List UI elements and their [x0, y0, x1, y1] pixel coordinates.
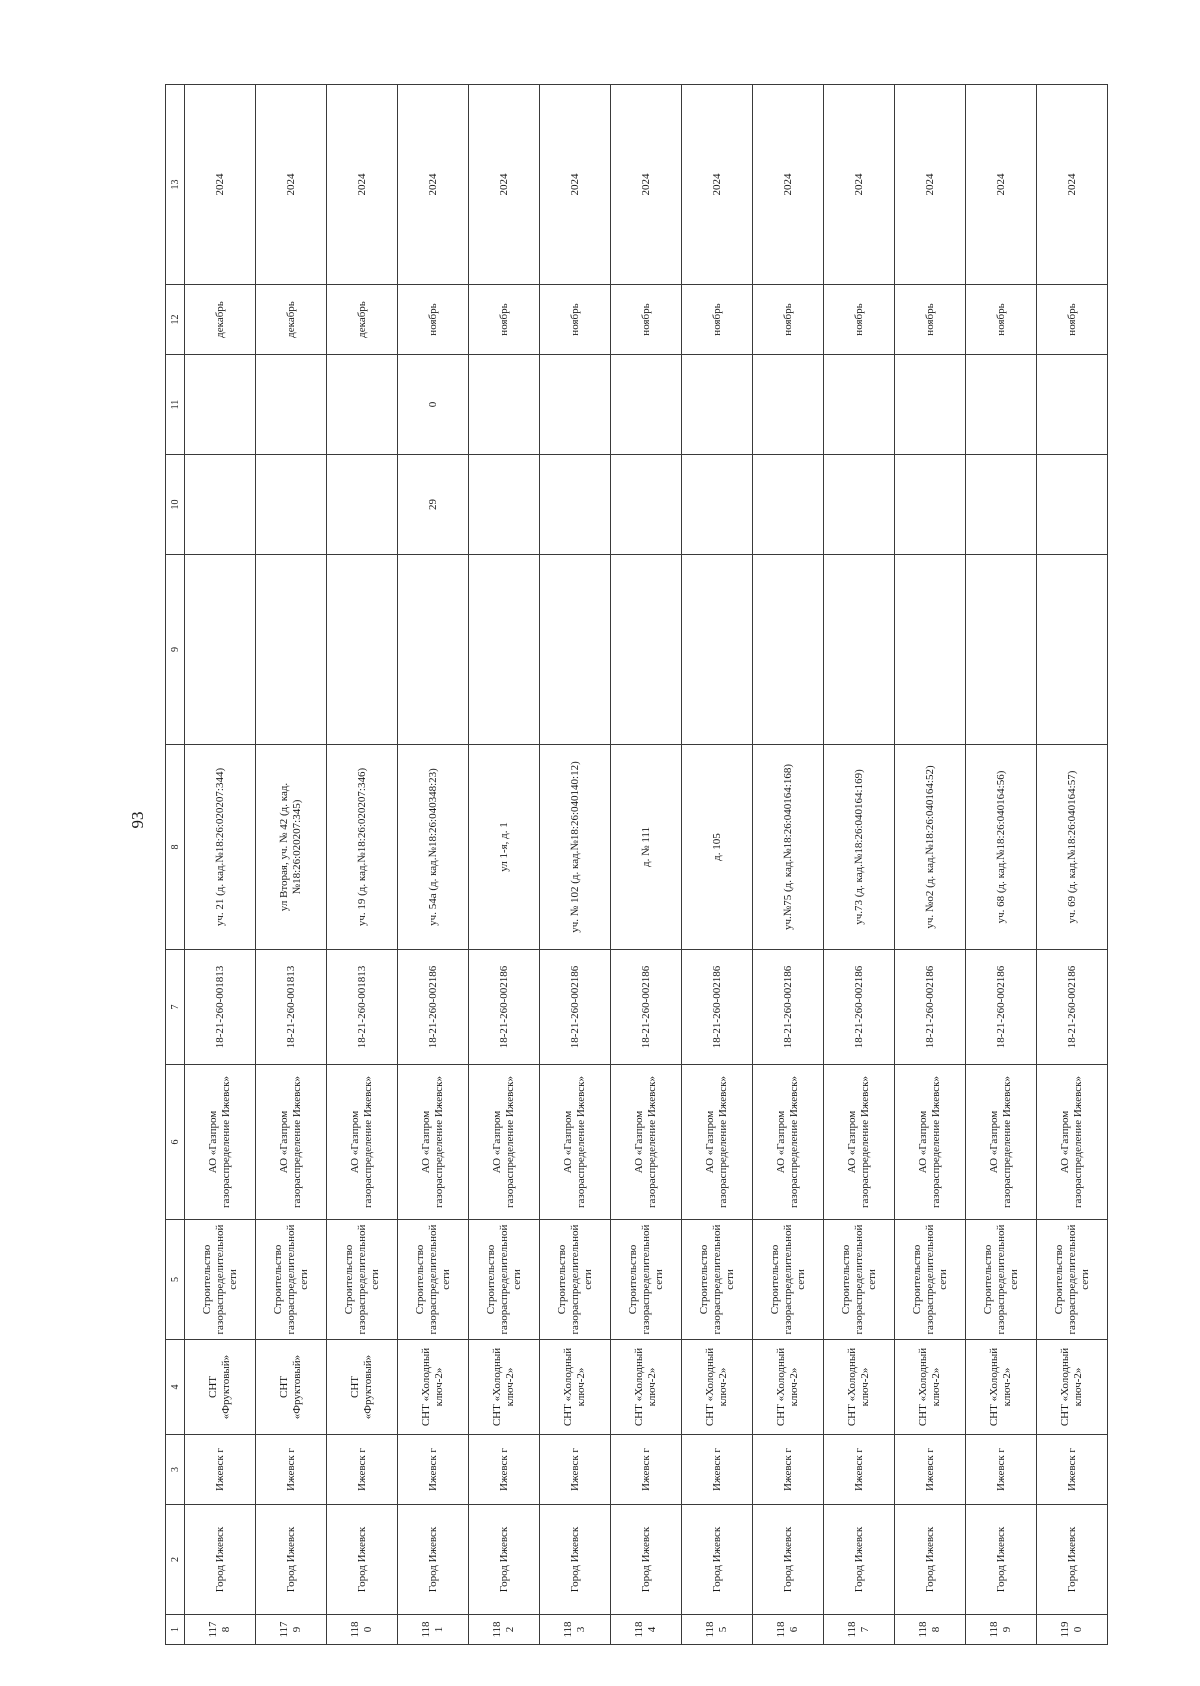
cell-plot-address: ул Вторая, уч. № 42 (д. кад.№18:26:020207:345)	[256, 745, 327, 950]
column-header-12: 12	[166, 285, 185, 355]
cell-col-11	[1037, 355, 1108, 455]
cell-col-10	[895, 455, 966, 555]
table-row	[753, 85, 824, 1645]
cell-plot-address: д. № 111	[611, 745, 682, 950]
cell-locality: Ижевск г	[256, 1435, 327, 1505]
column-header-6: 6	[166, 1065, 185, 1220]
cell-organization: АО «Газпром газораспределение Ижевск»	[824, 1065, 895, 1220]
cell-snt-name: СНТ «Фруктовый»	[256, 1340, 327, 1435]
column-header-11: 11	[166, 355, 185, 455]
cell-month: ноябрь	[469, 285, 540, 355]
cell-registry-number: 18-21-260-001813	[327, 950, 398, 1065]
cell-plot-address: уч. 19 (д. кад.№18:26:020207:346)	[327, 745, 398, 950]
cell-col-10	[753, 455, 824, 555]
cell-snt-name: СНТ «Холодный ключ-2»	[1037, 1340, 1108, 1435]
cell-plot-address: уч.73 (д. кад.№18:26:040164:169)	[824, 745, 895, 950]
cell-snt-name: СНТ «Фруктовый»	[327, 1340, 398, 1435]
cell-snt-name: СНТ «Фруктовый»	[185, 1340, 256, 1435]
cell-year: 2024	[185, 85, 256, 285]
cell-col-9	[966, 555, 1037, 745]
cell-municipality: Город Ижевск	[611, 1505, 682, 1615]
cell-registry-number: 18-21-260-002186	[469, 950, 540, 1065]
cell-col-11	[185, 355, 256, 455]
cell-col-10	[185, 455, 256, 555]
cell-col-11	[895, 355, 966, 455]
cell-work-type: Строительство газораспределительной сети	[824, 1220, 895, 1340]
cell-registry-number: 18-21-260-002186	[753, 950, 824, 1065]
cell-snt-name: СНТ «Холодный ключ-2»	[398, 1340, 469, 1435]
cell-col-11	[824, 355, 895, 455]
table-row	[966, 85, 1037, 1645]
cell-col-11: 0	[398, 355, 469, 455]
cell-municipality: Город Ижевск	[682, 1505, 753, 1615]
cell-registry-number: 18-21-260-002186	[1037, 950, 1108, 1065]
cell-col-11	[611, 355, 682, 455]
cell-registry-number: 18-21-260-002186	[824, 950, 895, 1065]
cell-year: 2024	[540, 85, 611, 285]
cell-month: ноябрь	[398, 285, 469, 355]
cell-municipality: Город Ижевск	[327, 1505, 398, 1615]
column-header-2: 2	[166, 1505, 185, 1615]
cell-col-9	[611, 555, 682, 745]
cell-snt-name: СНТ «Холодный ключ-2»	[469, 1340, 540, 1435]
cell-col-11	[469, 355, 540, 455]
cell-locality: Ижевск г	[682, 1435, 753, 1505]
cell-plot-address: уч. 54а (д. кад.№18:26:040348:23)	[398, 745, 469, 950]
cell-col-10	[540, 455, 611, 555]
cell-work-type: Строительство газораспределительной сети	[895, 1220, 966, 1340]
cell-organization: АО «Газпром газораспределение Ижевск»	[753, 1065, 824, 1220]
cell-col-10	[469, 455, 540, 555]
cell-organization: АО «Газпром газораспределение Ижевск»	[540, 1065, 611, 1220]
column-header-9: 9	[166, 555, 185, 745]
cell-month: ноябрь	[753, 285, 824, 355]
table-row	[895, 85, 966, 1645]
cell-municipality: Город Ижевск	[540, 1505, 611, 1615]
cell-col-9	[895, 555, 966, 745]
cell-registry-number: 18-21-260-002186	[611, 950, 682, 1065]
cell-locality: Ижевск г	[966, 1435, 1037, 1505]
cell-work-type: Строительство газораспределительной сети	[682, 1220, 753, 1340]
cell-year: 2024	[611, 85, 682, 285]
cell-locality: Ижевск г	[611, 1435, 682, 1505]
table-row	[256, 85, 327, 1645]
cell-col-11	[256, 355, 327, 455]
cell-municipality: Город Ижевск	[185, 1505, 256, 1615]
cell-organization: АО «Газпром газораспределение Ижевск»	[256, 1065, 327, 1220]
table-row	[185, 85, 256, 1645]
cell-month: декабрь	[256, 285, 327, 355]
cell-row-number: 1189	[966, 1615, 1037, 1645]
cell-month: ноябрь	[1037, 285, 1108, 355]
cell-locality: Ижевск г	[1037, 1435, 1108, 1505]
cell-row-number: 1178	[185, 1615, 256, 1645]
cell-locality: Ижевск г	[824, 1435, 895, 1505]
cell-col-10	[682, 455, 753, 555]
cell-year: 2024	[256, 85, 327, 285]
cell-organization: АО «Газпром газораспределение Ижевск»	[185, 1065, 256, 1220]
cell-col-10	[256, 455, 327, 555]
cell-municipality: Город Ижевск	[895, 1505, 966, 1615]
table-row	[327, 85, 398, 1645]
table-row	[824, 85, 895, 1645]
cell-col-9	[256, 555, 327, 745]
cell-row-number: 1185	[682, 1615, 753, 1645]
cell-year: 2024	[1037, 85, 1108, 285]
cell-col-10: 29	[398, 455, 469, 555]
cell-locality: Ижевск г	[895, 1435, 966, 1505]
cell-row-number: 1183	[540, 1615, 611, 1645]
cell-municipality: Город Ижевск	[256, 1505, 327, 1615]
table-row	[398, 85, 469, 1645]
table-row	[1037, 85, 1108, 1645]
cell-row-number: 1179	[256, 1615, 327, 1645]
cell-work-type: Строительство газораспределительной сети	[1037, 1220, 1108, 1340]
cell-col-10	[1037, 455, 1108, 555]
cell-col-10	[966, 455, 1037, 555]
cell-organization: АО «Газпром газораспределение Ижевск»	[966, 1065, 1037, 1220]
cell-plot-address: уч. № 102 (д. кад.№18:26:040140:12)	[540, 745, 611, 950]
cell-locality: Ижевск г	[327, 1435, 398, 1505]
cell-work-type: Строительство газораспределительной сети	[185, 1220, 256, 1340]
column-header-3: 3	[166, 1435, 185, 1505]
cell-year: 2024	[327, 85, 398, 285]
cell-year: 2024	[398, 85, 469, 285]
column-header-10: 10	[166, 455, 185, 555]
cell-snt-name: СНТ «Холодный ключ-2»	[824, 1340, 895, 1435]
cell-snt-name: СНТ «Холодный ключ-2»	[540, 1340, 611, 1435]
column-header-1: 1	[166, 1615, 185, 1645]
cell-locality: Ижевск г	[398, 1435, 469, 1505]
cell-month: декабрь	[327, 285, 398, 355]
cell-work-type: Строительство газораспределительной сети	[753, 1220, 824, 1340]
cell-snt-name: СНТ «Холодный ключ-2»	[611, 1340, 682, 1435]
cell-municipality: Город Ижевск	[753, 1505, 824, 1615]
cell-month: ноябрь	[540, 285, 611, 355]
cell-work-type: Строительство газораспределительной сети	[540, 1220, 611, 1340]
cell-municipality: Город Ижевск	[469, 1505, 540, 1615]
cell-year: 2024	[469, 85, 540, 285]
cell-municipality: Город Ижевск	[398, 1505, 469, 1615]
cell-month: ноябрь	[895, 285, 966, 355]
cell-col-9	[824, 555, 895, 745]
table-row	[469, 85, 540, 1645]
cell-registry-number: 18-21-260-002186	[682, 950, 753, 1065]
cell-work-type: Строительство газораспределительной сети	[256, 1220, 327, 1340]
cell-registry-number: 18-21-260-002186	[966, 950, 1037, 1065]
cell-col-11	[682, 355, 753, 455]
cell-work-type: Строительство газораспределительной сети	[469, 1220, 540, 1340]
cell-snt-name: СНТ «Холодный ключ-2»	[966, 1340, 1037, 1435]
cell-col-9	[540, 555, 611, 745]
cell-municipality: Город Ижевск	[1037, 1505, 1108, 1615]
cell-year: 2024	[895, 85, 966, 285]
cell-snt-name: СНТ «Холодный ключ-2»	[895, 1340, 966, 1435]
column-header-5: 5	[166, 1220, 185, 1340]
cell-snt-name: СНТ «Холодный ключ-2»	[753, 1340, 824, 1435]
cell-month: ноябрь	[611, 285, 682, 355]
cell-row-number: 1186	[753, 1615, 824, 1645]
cell-year: 2024	[682, 85, 753, 285]
cell-organization: АО «Газпром газораспределение Ижевск»	[895, 1065, 966, 1220]
cell-col-9	[327, 555, 398, 745]
column-number-header	[166, 85, 185, 1645]
cell-col-10	[611, 455, 682, 555]
cell-year: 2024	[966, 85, 1037, 285]
cell-snt-name: СНТ «Холодный ключ-2»	[682, 1340, 753, 1435]
cell-registry-number: 18-21-260-001813	[185, 950, 256, 1065]
cell-month: ноябрь	[682, 285, 753, 355]
cell-row-number: 1187	[824, 1615, 895, 1645]
cell-organization: АО «Газпром газораспределение Ижевск»	[682, 1065, 753, 1220]
cell-plot-address: уч. 68 (д. кад.№18:26:040164:56)	[966, 745, 1037, 950]
cell-organization: АО «Газпром газораспределение Ижевск»	[398, 1065, 469, 1220]
cell-plot-address: уч. 69 (д. кад.№18:26:040164:57)	[1037, 745, 1108, 950]
cell-registry-number: 18-21-260-002186	[540, 950, 611, 1065]
column-header-7: 7	[166, 950, 185, 1065]
cell-municipality: Город Ижевск	[824, 1505, 895, 1615]
cell-organization: АО «Газпром газораспределение Ижевск»	[1037, 1065, 1108, 1220]
cell-row-number: 1181	[398, 1615, 469, 1645]
table-row	[540, 85, 611, 1645]
cell-locality: Ижевск г	[753, 1435, 824, 1505]
cell-work-type: Строительство газораспределительной сети	[611, 1220, 682, 1340]
cell-registry-number: 18-21-260-001813	[256, 950, 327, 1065]
cell-plot-address: уч. №о2 (д. кад.№18:26:040164:52)	[895, 745, 966, 950]
cell-registry-number: 18-21-260-002186	[895, 950, 966, 1065]
cell-plot-address: ул 1-я, д. 1	[469, 745, 540, 950]
cell-col-11	[966, 355, 1037, 455]
cell-row-number: 1182	[469, 1615, 540, 1645]
cell-col-11	[327, 355, 398, 455]
page-number: 93	[128, 811, 147, 829]
rotated-table-wrapper	[165, 85, 1095, 1645]
cell-organization: АО «Газпром газораспределение Ижевск»	[611, 1065, 682, 1220]
table-row	[682, 85, 753, 1645]
cell-plot-address: уч.№75 (д. кад.№18:26:040164:168)	[753, 745, 824, 950]
cell-organization: АО «Газпром газораспределение Ижевск»	[327, 1065, 398, 1220]
cell-locality: Ижевск г	[540, 1435, 611, 1505]
cell-plot-address: уч. 21 (д. кад.№18:26:020207:344)	[185, 745, 256, 950]
cell-work-type: Строительство газораспределительной сети	[966, 1220, 1037, 1340]
cell-col-9	[398, 555, 469, 745]
cell-registry-number: 18-21-260-002186	[398, 950, 469, 1065]
cell-row-number: 1190	[1037, 1615, 1108, 1645]
cell-col-9	[682, 555, 753, 745]
cell-month: ноябрь	[824, 285, 895, 355]
cell-month: декабрь	[185, 285, 256, 355]
cell-organization: АО «Газпром газораспределение Ижевск»	[469, 1065, 540, 1220]
cell-col-11	[540, 355, 611, 455]
cell-col-9	[753, 555, 824, 745]
cell-year: 2024	[753, 85, 824, 285]
table-row	[611, 85, 682, 1645]
cell-plot-address: д. 105	[682, 745, 753, 950]
cell-col-9	[185, 555, 256, 745]
cell-row-number: 1180	[327, 1615, 398, 1645]
cell-col-9	[1037, 555, 1108, 745]
column-header-13: 13	[166, 85, 185, 285]
cell-col-11	[753, 355, 824, 455]
cell-work-type: Строительство газораспределительной сети	[327, 1220, 398, 1340]
cell-locality: Ижевск г	[469, 1435, 540, 1505]
cell-municipality: Город Ижевск	[966, 1505, 1037, 1615]
column-header-4: 4	[166, 1340, 185, 1435]
column-header-8: 8	[166, 745, 185, 950]
cell-work-type: Строительство газораспределительной сети	[398, 1220, 469, 1340]
table-body	[166, 85, 1108, 1645]
cell-col-9	[469, 555, 540, 745]
cell-col-10	[327, 455, 398, 555]
register-table	[165, 84, 1108, 1645]
cell-locality: Ижевск г	[185, 1435, 256, 1505]
cell-year: 2024	[824, 85, 895, 285]
cell-col-10	[824, 455, 895, 555]
cell-row-number: 1188	[895, 1615, 966, 1645]
cell-month: ноябрь	[966, 285, 1037, 355]
cell-row-number: 1184	[611, 1615, 682, 1645]
